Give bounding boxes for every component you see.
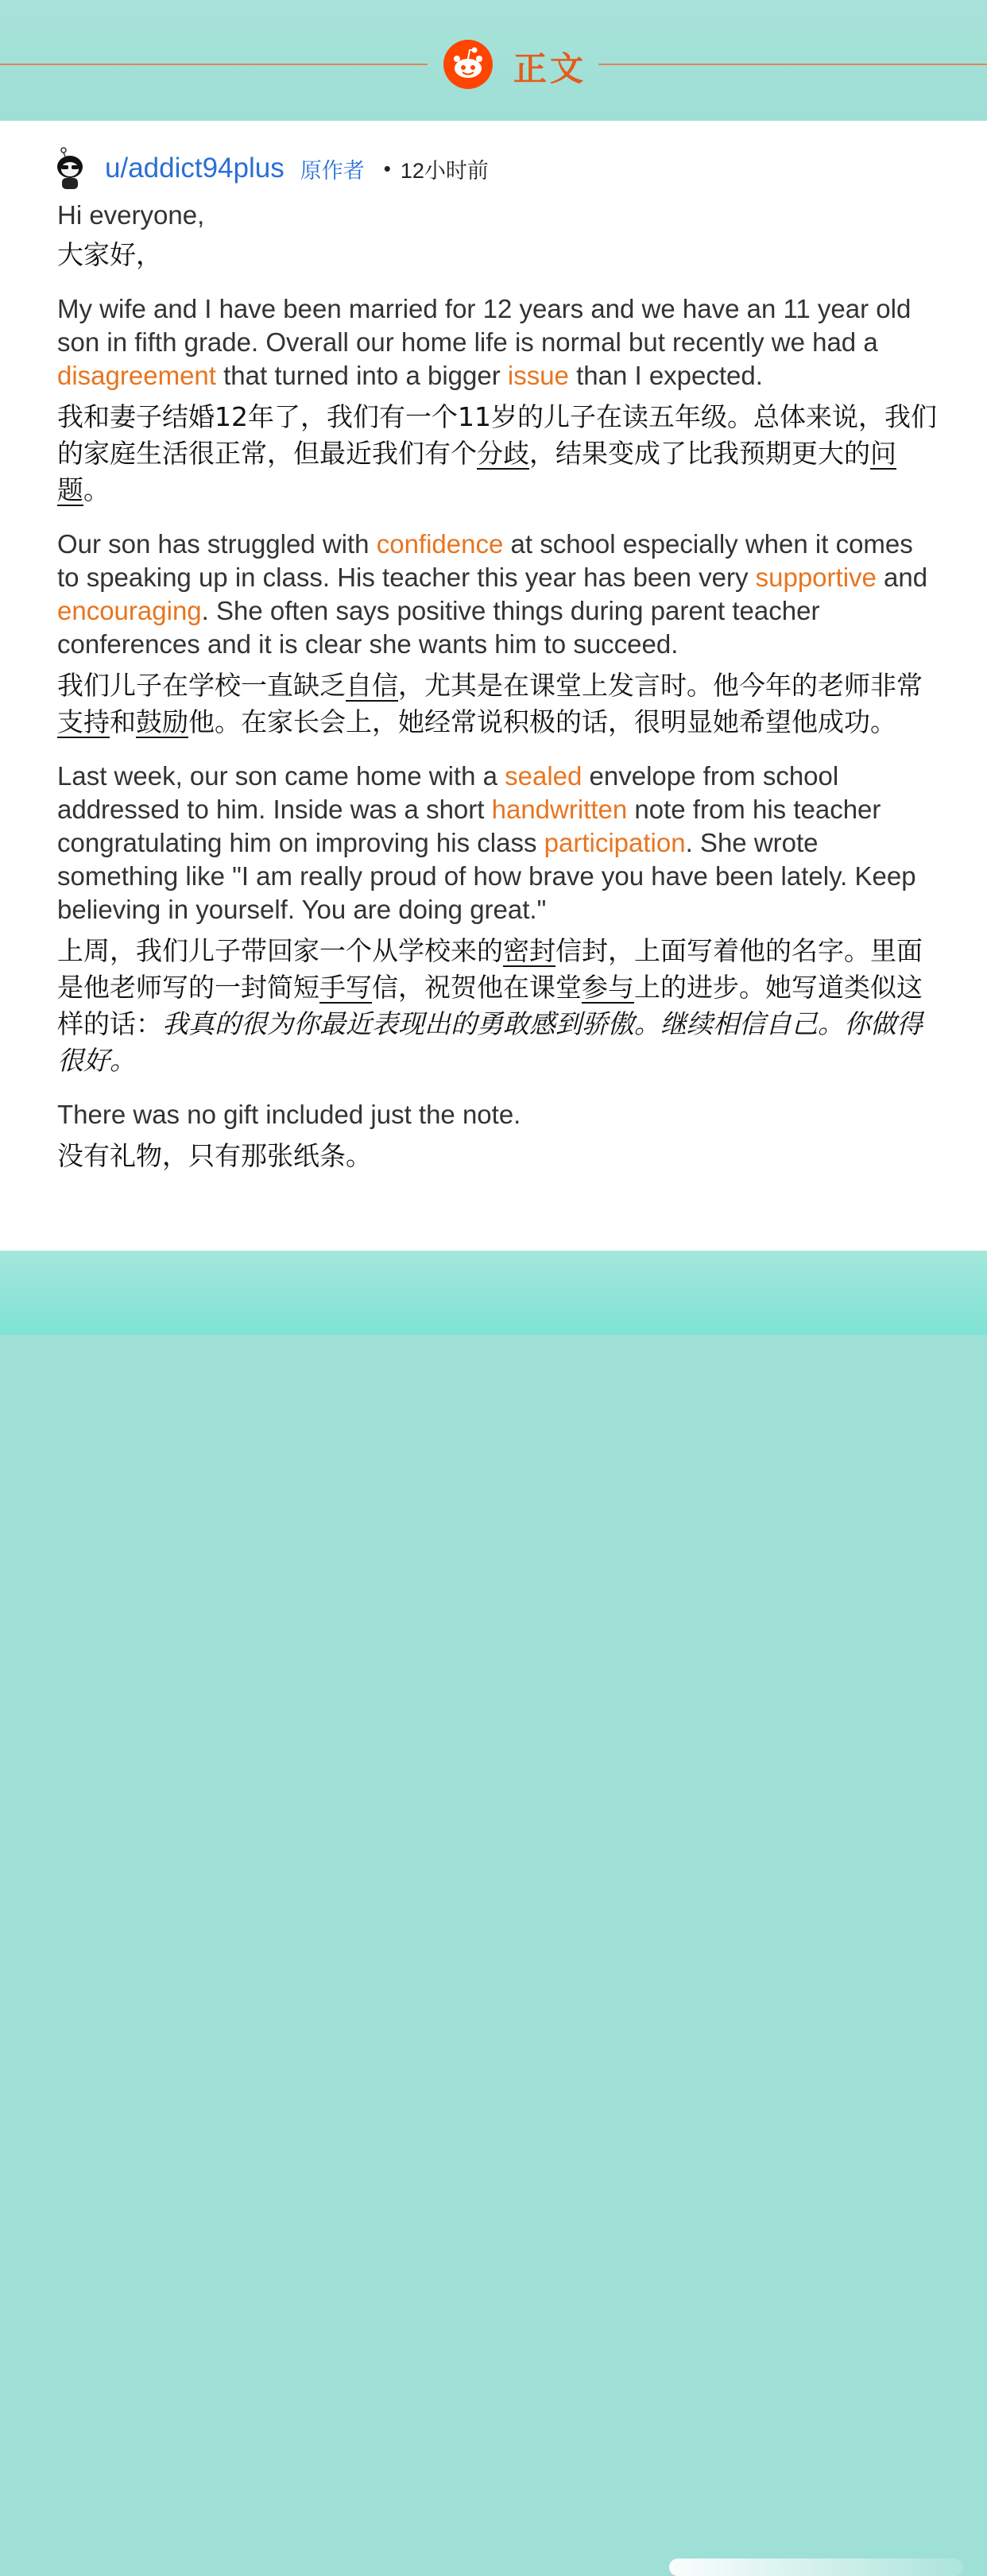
header-title: 正文 <box>513 49 587 88</box>
highlighted-word: handwritten <box>491 795 628 824</box>
text-span: 和 <box>110 706 136 737</box>
header-rule-left <box>0 64 428 65</box>
underlined-word: 鼓励 <box>136 706 188 737</box>
highlighted-word: confidence <box>376 529 504 559</box>
text-span: envelope from school addressed to him. Inside was a short <box>57 761 839 824</box>
text-span: than I expected. <box>568 361 763 390</box>
text-span: that turned into a bigger <box>215 361 508 390</box>
text-span: ，尤其是在课堂上发言时。他今年的老师非常 <box>398 670 923 701</box>
paragraph-3-en <box>57 760 939 926</box>
paragraph-2-zh <box>57 667 939 741</box>
text-span: and <box>876 563 928 592</box>
username-link[interactable]: u/addict94plus <box>105 153 284 184</box>
post-meta <box>105 151 489 186</box>
text-span: 我们儿子在学校一直缺乏 <box>57 670 346 701</box>
post-body <box>57 199 939 1174</box>
greeting-en: Hi everyone, <box>57 200 205 230</box>
paragraph-1-zh <box>57 399 939 509</box>
footer-band <box>0 1251 987 1335</box>
reddit-logo-icon <box>443 40 493 89</box>
text-span: 上周，我们儿子带回家一个从学校来的 <box>57 935 503 966</box>
paragraph-4-zh: 没有礼物，只有那张纸条。 <box>57 1140 372 1171</box>
text-span: note from his teacher congratulating him on improving his class <box>57 795 881 857</box>
highlighted-word: supportive <box>755 563 877 592</box>
highlighted-word: issue <box>507 361 569 390</box>
underlined-word: 密封 <box>503 935 555 966</box>
text-span: at school especially when it comes to speaking up in class. His teacher this year has been very <box>57 529 913 592</box>
text-span: 我和妻子结婚12年了，我们有一个11岁的儿子在读五年级。总体来说，我们的家庭生活很正常，但最近我们有个 <box>57 401 937 469</box>
op-badge: 原作者 <box>300 158 365 183</box>
highlighted-word: disagreement <box>57 361 216 390</box>
text-span: 。 <box>83 474 110 505</box>
highlighted-word: sealed <box>505 761 583 791</box>
underlined-word: 参与 <box>582 972 634 1003</box>
avatar[interactable] <box>51 146 89 191</box>
text-span: ，结果变成了比我预期更大的 <box>529 438 870 469</box>
greeting-zh: 大家好， <box>57 239 162 270</box>
text-span: 他。在家长会上，她经常说积极的话，很明显她希望他成功。 <box>188 706 896 737</box>
paragraph-1-en <box>57 292 939 393</box>
text-span: . She often says positive things during parent teacher conferences and it is clear she wants him to succeed. <box>57 596 820 659</box>
watermark <box>669 2559 963 2576</box>
underlined-word: 分歧 <box>477 438 529 469</box>
text-span: My wife and I have been married for 12 years and we have an 11 year old son in fifth grade. Overall our home life is normal but recently we had a <box>57 294 912 357</box>
underlined-word: 自信 <box>346 670 398 701</box>
paragraph-4-en: There was no gift included just the note. <box>57 1100 521 1129</box>
paragraph-2-en <box>57 528 939 661</box>
underlined-word: 支持 <box>57 706 110 737</box>
text-span: Last week, our son came home with a <box>57 761 505 791</box>
text-span: . She wrote something like "I am really proud of how brave you have been lately. Keep believing in yourself. You are doing great." <box>57 828 916 924</box>
text-span: 信，祝贺他在课堂 <box>372 972 582 1003</box>
underlined-word: 手写 <box>319 972 372 1003</box>
highlighted-word: encouraging <box>57 596 202 625</box>
text-span: Our son has struggled with <box>57 529 377 559</box>
post-time: 12小时前 <box>400 158 489 183</box>
header-band <box>0 0 987 121</box>
text-span: 信封，上面写着他的名字。里面是他老师写的一封简短 <box>57 935 923 1003</box>
meta-separator: • <box>383 156 391 180</box>
text-span: 上的进步。她写道类似这样的话： <box>57 972 923 1039</box>
paragraph-3-zh <box>57 933 939 1079</box>
highlighted-word: participation <box>544 828 686 857</box>
italic-quote: 我真的很为你最近表现出的勇敢感到骄傲。继续相信自己。你做得很好。 <box>57 1008 923 1076</box>
underlined-word: 问题 <box>57 438 896 505</box>
header-rule-right <box>598 64 987 65</box>
